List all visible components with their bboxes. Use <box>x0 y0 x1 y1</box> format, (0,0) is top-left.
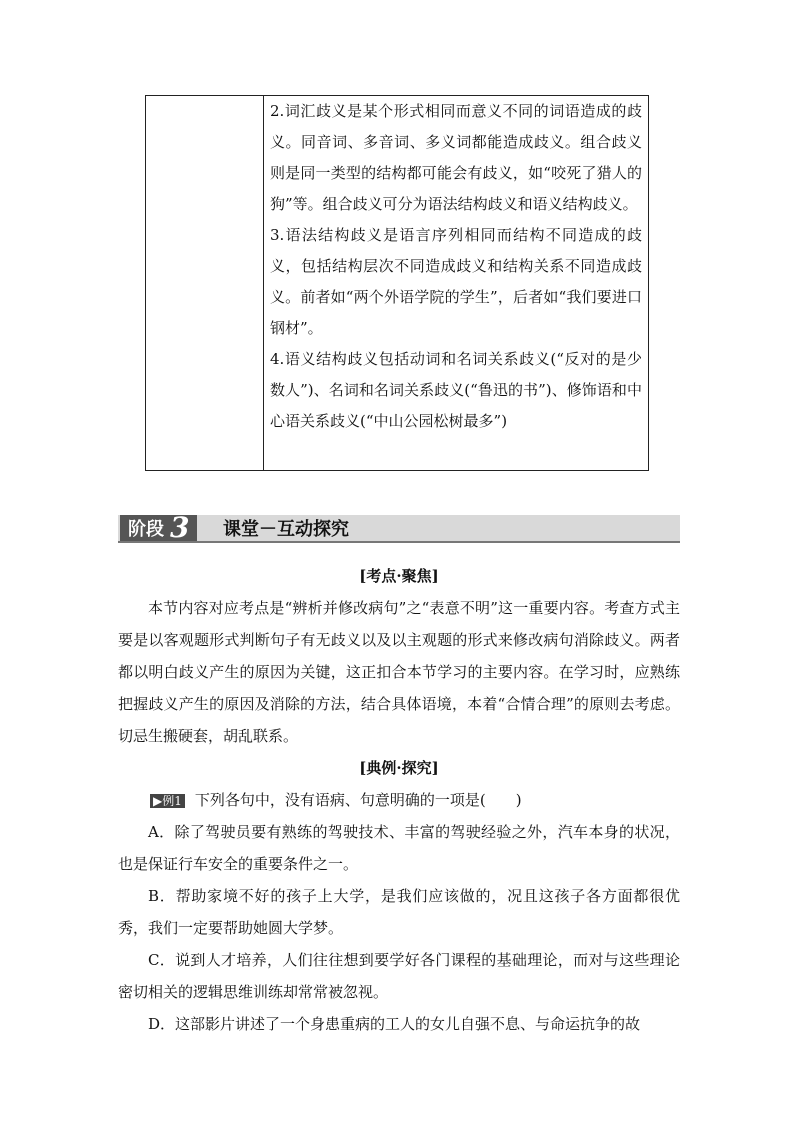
option-c: C．说到人才培养，人们往往想到要学好各门课程的基础理论，而对与这些理论密切相关的逻辑思维训练却常常被忽视。 <box>118 951 680 1001</box>
table-item-4: 4.语义结构歧义包括动词和名词关系歧义(“反对的是少数人”)、名词和名词关系歧义(“鲁迅的书”)、修饰语和中心语关系歧义(“中山公园松树最多”) <box>270 350 642 430</box>
focus-paragraph: 本节内容对应考点是“辨析并修改病句”之“表意不明”这一重要内容。考查方式主要是以客观题形式判断句子有无歧义以及以主观题的形式来修改病句消除歧义。两者都以明白歧义产生的原因为关键，这正扣合本节学习的主要内容。在学习时，应熟练把握歧义产生的原因及消除的方法，结合具体语境，本着“合情合理”的原则去考虑。切忌生搬硬套，胡乱联系。 <box>118 599 680 745</box>
definition-table <box>145 95 649 471</box>
table-item-3: 3.语法结构歧义是语言序列相同而结构不同造成的歧义，包括结构层次不同造成歧义和结构关系不同造成歧义。前者如“两个外语学院的学生”，后者如“我们要进口钢材”。 <box>270 226 642 337</box>
table-item-2: 2.词汇歧义是某个形式相同而意义不同的词语造成的歧义。同音词、多音词、多义词都能造成歧义。组合歧义则是同一类型的结构都可能会有歧义，如“咬死了猎人的狗”等。组合歧义可分为语法结构歧义和语义结构歧义。 <box>270 102 642 213</box>
focus-heading: [考点·聚焦] <box>359 567 439 585</box>
table-empty-cell <box>146 96 264 470</box>
table-content-cell <box>270 96 642 437</box>
stage-banner <box>118 511 680 544</box>
example-question: 下列各句中，没有语病、句意明确的一项是( ) <box>194 791 522 809</box>
stage-label-box <box>120 511 197 544</box>
option-b: B．帮助家境不好的孩子上大学，是我们应该做的，况且这孩子各方面都很优秀，我们一定要帮助她圆大学梦。 <box>118 887 680 937</box>
stage-number: 3 <box>170 511 190 544</box>
stage-title: 课堂－互动探究 <box>223 519 349 540</box>
example-heading: [典例·探究] <box>359 759 439 777</box>
example-tag: ▶例1 <box>150 794 185 808</box>
main-content <box>118 560 680 1040</box>
stage-bar <box>118 511 680 544</box>
option-a: A．除了驾驶员要有熟练的驾驶技术、丰富的驾驶经验之外，汽车本身的状况，也是保证行车安全的重要条件之一。 <box>118 823 680 873</box>
example-question-line <box>118 784 680 816</box>
option-d: D．这部影片讲述了一个身患重病的工人的女儿自强不息、与命运抗争的故 <box>148 1015 641 1033</box>
stage-label: 阶段 <box>128 519 164 540</box>
